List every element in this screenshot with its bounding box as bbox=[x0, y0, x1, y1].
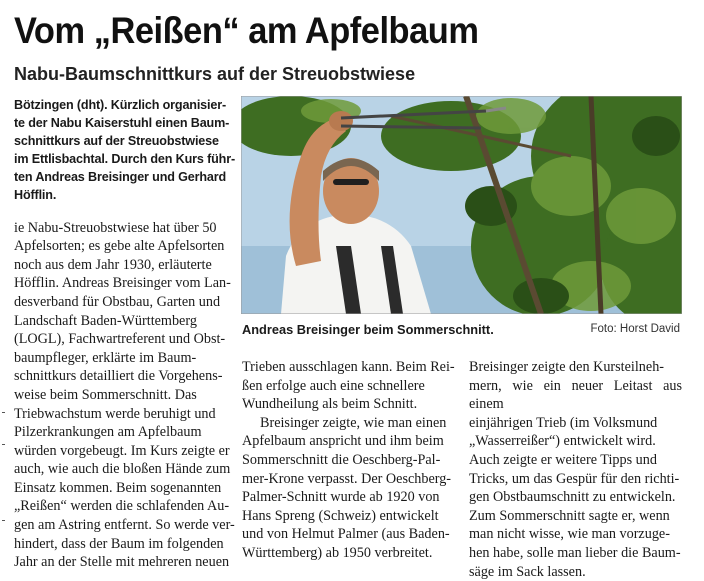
body-line: Höfflin. Andreas Breisinger vom Lan- bbox=[14, 275, 231, 292]
body-paragraph-2-continued bbox=[469, 358, 682, 581]
body-line: mern, wie ein neuer Leitast aus einem bbox=[469, 377, 682, 413]
body-line: hindert, dass der Baum im folgenden bbox=[14, 535, 224, 552]
photo-illustration bbox=[241, 96, 682, 314]
body-line: noch aus dem Jahr 1930, erläuterte bbox=[14, 256, 212, 273]
body-line: „Wasserreißer“) entwickelt wird. bbox=[469, 433, 656, 450]
body-line: Auch zeigte er weitere Tipps und bbox=[469, 451, 657, 468]
article-column-2 bbox=[242, 358, 459, 563]
lead-line: te der Nabu Kaiserstuhl einen Baum- bbox=[14, 116, 230, 131]
article-column-3 bbox=[469, 358, 682, 581]
body-line: weise beim Sommerschnitt. Das bbox=[14, 386, 197, 403]
body-line: man nicht wisse, wie man vorzuge- bbox=[469, 526, 670, 543]
body-line: und von Helmut Palmer (aus Baden- bbox=[242, 526, 450, 543]
body-line: Jahr an der Stelle mit mehreren neuen bbox=[14, 554, 230, 571]
body-line: Breisinger zeigte den Kursteilneh- bbox=[469, 359, 665, 375]
body-line: Sommerschnitt die Oeschberg-Pal- bbox=[242, 451, 441, 468]
body-line: ie Nabu-Streuobstwiese hat über 50 bbox=[14, 219, 217, 236]
subheadline: Nabu-Baumschnittkurs auf der Streuobstwiese bbox=[14, 64, 416, 84]
body-line: gen am Astring entfernt. So werde ver- bbox=[14, 517, 235, 534]
body-paragraph-1-continued bbox=[242, 358, 459, 414]
body-line: Wundheilung als beim Schnitt. bbox=[242, 396, 418, 413]
body-line: Zum Sommerschnitt sagte er, wenn bbox=[469, 507, 670, 524]
body-line: Einsatz kommen. Beim sogenannten bbox=[14, 479, 222, 496]
photo-caption-row bbox=[242, 322, 682, 340]
body-line: baumpfleger, erklärte im Baum- bbox=[14, 349, 197, 366]
body-line: ßen erfolge auch eine schnellere bbox=[242, 377, 425, 394]
body-line: Apfelsorten; es gebe alte Apfelsorten bbox=[14, 238, 225, 255]
body-line: Triebwachstum werde beruhigt und bbox=[14, 405, 216, 422]
crop-mark bbox=[2, 412, 5, 413]
crop-mark bbox=[2, 520, 5, 521]
body-line: „Reißen“ werden die schlafenden Au- bbox=[14, 498, 230, 515]
body-line: Breisinger zeigte, wie man einen bbox=[260, 414, 447, 431]
body-line: einjährigen Trieb (im Volksmund bbox=[469, 414, 658, 431]
body-line: Landschaft Baden-Württemberg bbox=[14, 312, 197, 329]
body-line: säge im Sack lassen. bbox=[469, 563, 586, 580]
body-line: Tricks, um das Gespür für den richti- bbox=[469, 470, 680, 487]
body-line: schnittkurs detailliert die Vorgehens- bbox=[14, 368, 223, 385]
body-line: Hans Spreng (Schweiz) entwickelt bbox=[242, 507, 439, 524]
article-lead bbox=[14, 96, 236, 205]
article-photo bbox=[241, 96, 682, 314]
body-line: würden vorgebeugt. Im Kurs zeigte er bbox=[14, 442, 230, 459]
body-line: (LOGL), Fachwartreferent und Obst- bbox=[14, 331, 226, 348]
crop-mark bbox=[2, 444, 5, 445]
body-line: Trieben ausschlagen kann. Beim Rei- bbox=[242, 359, 455, 375]
lead-line: im Ettlisbachtal. Durch den Kurs führ- bbox=[14, 152, 236, 167]
body-paragraph-1 bbox=[14, 219, 236, 572]
body-line: auch, wie auch die bloßen Hände zum bbox=[14, 461, 231, 478]
headline: Vom „Reißen“ am Apfelbaum bbox=[14, 10, 479, 51]
body-line: Württemberg) ab 1950 verbreitet. bbox=[242, 544, 433, 561]
body-line: gen Obstbaumschnitt zu entwickeln. bbox=[469, 489, 676, 506]
lead-line: Bötzingen (dht). Kürzlich organisier- bbox=[14, 98, 227, 112]
photo-credit: Foto: Horst David bbox=[590, 323, 680, 335]
lead-line: ten Andreas Breisinger und Gerhard bbox=[14, 170, 227, 185]
body-line: desverband für Obstbau, Garten und bbox=[14, 293, 221, 310]
body-line: Apfelbaum anspricht und ihm beim bbox=[242, 433, 444, 450]
body-paragraph-2 bbox=[242, 414, 459, 563]
body-line: Palmer-Schnitt wurde ab 1920 von bbox=[242, 489, 440, 506]
lead-line: schnittkurs auf der Streuobstwiese bbox=[14, 134, 219, 149]
photo-caption: Andreas Breisinger beim Sommerschnitt. bbox=[242, 322, 494, 337]
article-column-1 bbox=[14, 96, 236, 572]
body-line: hen habe, solle man lieber die Baum- bbox=[469, 544, 681, 561]
lead-line: Höfflin. bbox=[14, 188, 57, 203]
body-line: mer-Krone verpasst. Der Oeschberg- bbox=[242, 470, 452, 487]
body-line: Pilzerkrankungen am Apfelbaum bbox=[14, 424, 202, 441]
